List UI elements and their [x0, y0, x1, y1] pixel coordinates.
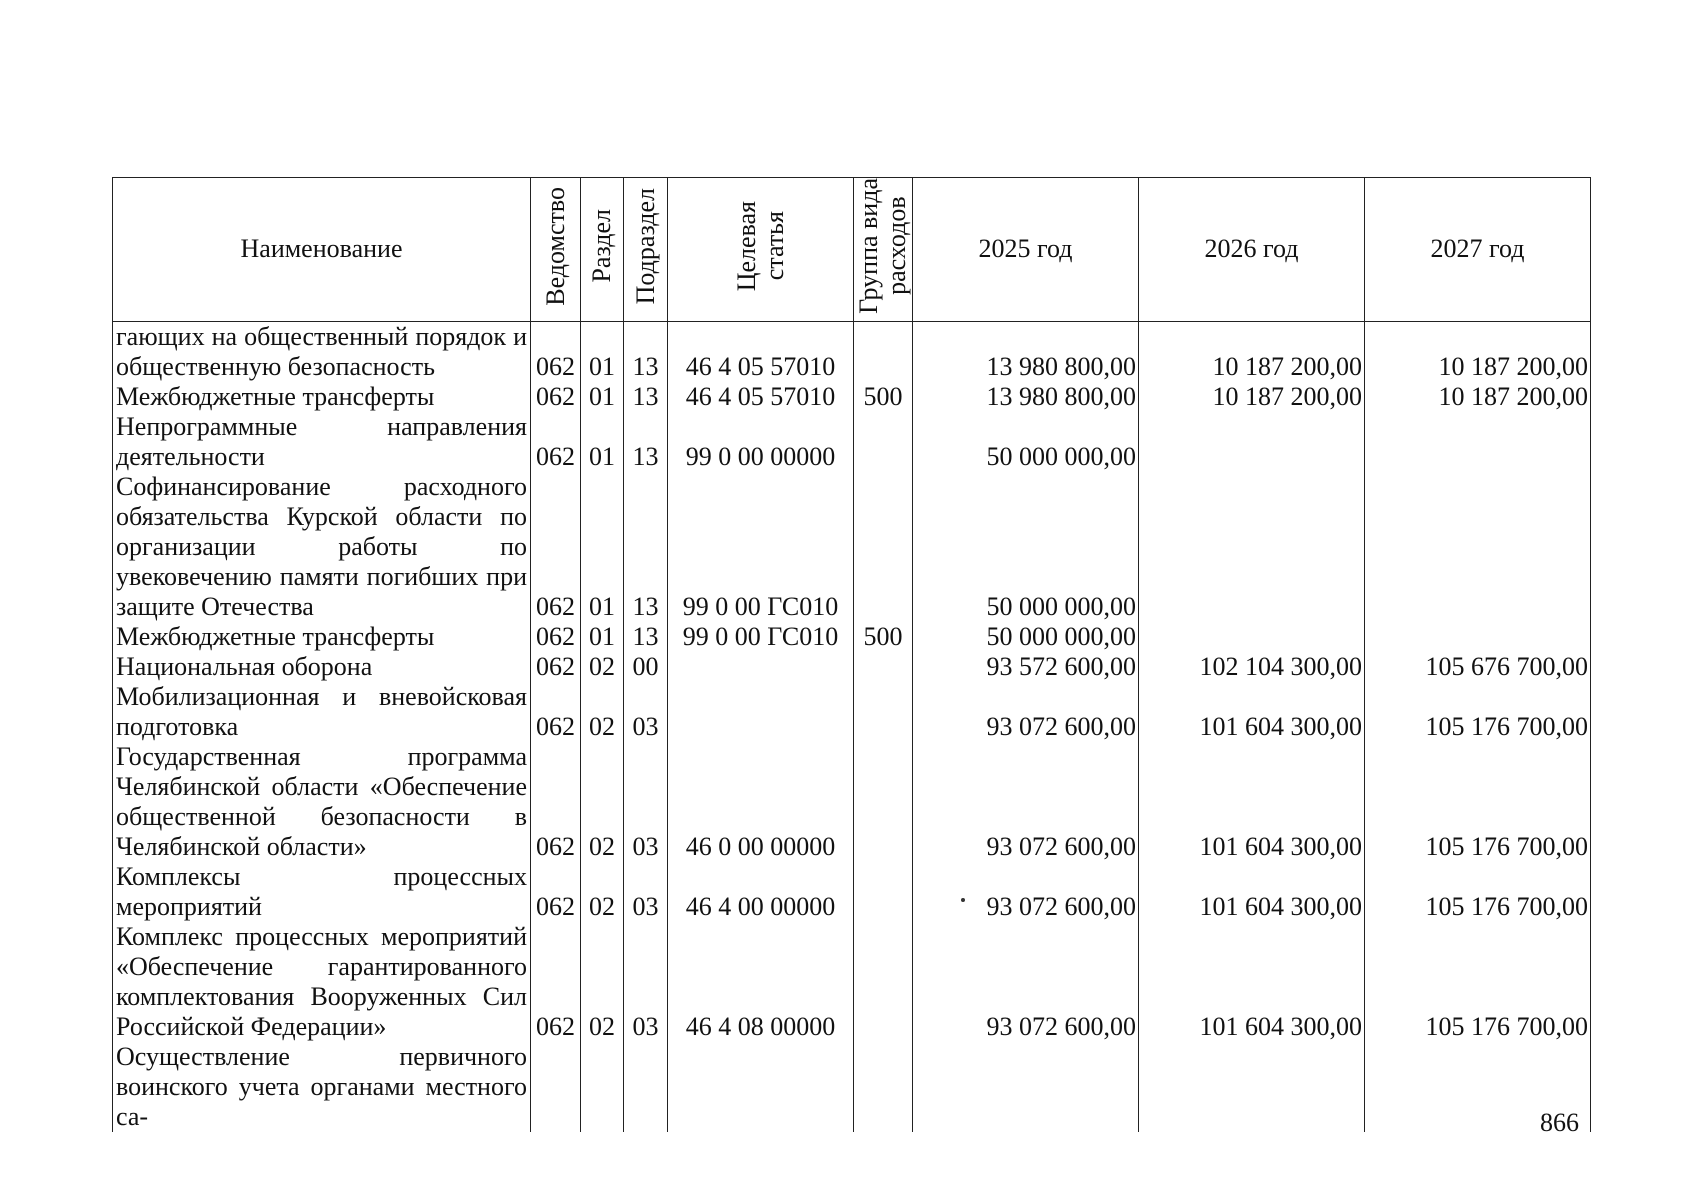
cell-department: 062: [531, 382, 581, 412]
cell-year-2026: 10 187 200,00: [1139, 321, 1365, 382]
header-subsection: Подраздел: [624, 178, 668, 322]
table-body: [113, 321, 1591, 1132]
cell-subsection: 13: [624, 321, 668, 382]
cell-expense-group: 500: [854, 382, 913, 412]
table-header-row: [113, 178, 1591, 322]
cell-target-article: [668, 652, 854, 682]
cell-year-2027: 105 176 700,00: [1365, 742, 1591, 862]
page-number: 866: [1540, 1108, 1579, 1137]
cell-section: 02: [581, 862, 624, 922]
cell-target-article: 46 4 00 00000: [668, 862, 854, 922]
cell-year-2025: 93 072 600,00: [913, 682, 1139, 742]
cell-department: [531, 1042, 581, 1132]
cell-year-2027: [1365, 622, 1591, 652]
cell-name: Софинансирование расходного обязательства Курской области по организации работы по увековечению памяти погибших при защите Отечества: [113, 472, 531, 622]
cell-year-2025: 93 072 600,00: [913, 742, 1139, 862]
cell-year-2027: [1365, 412, 1591, 472]
header-department: Ведомство: [531, 178, 581, 322]
cell-target-article: 46 4 05 57010: [668, 382, 854, 412]
cell-section: 02: [581, 922, 624, 1042]
cell-year-2026: [1139, 1042, 1365, 1132]
cell-department: 062: [531, 922, 581, 1042]
table-row: [113, 1042, 1591, 1132]
header-section: Раздел: [581, 178, 624, 322]
table-row: [113, 321, 1591, 382]
cell-year-2026: 102 104 300,00: [1139, 652, 1365, 682]
cell-year-2025: 50 000 000,00: [913, 472, 1139, 622]
scan-artifact-dot: [961, 898, 965, 902]
cell-section: 01: [581, 321, 624, 382]
cell-year-2026: [1139, 622, 1365, 652]
cell-target-article: 46 4 08 00000: [668, 922, 854, 1042]
cell-year-2027: 105 176 700,00: [1365, 922, 1591, 1042]
cell-year-2026: 101 604 300,00: [1139, 682, 1365, 742]
cell-department: 062: [531, 652, 581, 682]
cell-subsection: 03: [624, 742, 668, 862]
cell-expense-group: [854, 321, 913, 382]
table-row: [113, 862, 1591, 922]
cell-section: [581, 1042, 624, 1132]
cell-expense-group: [854, 1042, 913, 1132]
header-target-article: Целевая статья: [668, 178, 854, 322]
cell-name: Комплекс процессных мероприятий «Обеспечение гарантированного комплектования Вооруженных Сил Российской Федерации»: [113, 922, 531, 1042]
cell-name: Межбюджетные трансферты: [113, 382, 531, 412]
cell-expense-group: [854, 412, 913, 472]
header-expense-group: Группа вида расходов: [854, 178, 913, 322]
cell-year-2026: [1139, 412, 1365, 472]
cell-department: 062: [531, 682, 581, 742]
cell-year-2025: 93 072 600,00: [913, 862, 1139, 922]
table-row: [113, 682, 1591, 742]
cell-year-2025: 50 000 000,00: [913, 622, 1139, 652]
cell-section: 01: [581, 412, 624, 472]
cell-year-2026: 101 604 300,00: [1139, 742, 1365, 862]
cell-department: 062: [531, 622, 581, 652]
header-year-2027: 2027 год: [1365, 178, 1591, 322]
cell-section: 02: [581, 682, 624, 742]
table-row: [113, 922, 1591, 1042]
cell-year-2027: 105 176 700,00: [1365, 682, 1591, 742]
cell-target-article: [668, 682, 854, 742]
cell-name: Комплексы процессных мероприятий: [113, 862, 531, 922]
cell-year-2027: 105 676 700,00: [1365, 652, 1591, 682]
cell-year-2027: [1365, 472, 1591, 622]
cell-subsection: 03: [624, 922, 668, 1042]
cell-subsection: 13: [624, 382, 668, 412]
cell-target-article: 99 0 00 ГС010: [668, 472, 854, 622]
budget-table: [112, 177, 1591, 1132]
table-row: [113, 652, 1591, 682]
table-row: [113, 472, 1591, 622]
cell-subsection: 03: [624, 862, 668, 922]
cell-department: 062: [531, 742, 581, 862]
cell-subsection: 03: [624, 682, 668, 742]
cell-year-2026: 101 604 300,00: [1139, 922, 1365, 1042]
cell-name: Осуществление первичного воинского учета органами местного са-: [113, 1042, 531, 1132]
cell-expense-group: 500: [854, 622, 913, 652]
cell-section: 01: [581, 382, 624, 412]
cell-name: Межбюджетные трансферты: [113, 622, 531, 652]
cell-subsection: 13: [624, 472, 668, 622]
cell-subsection: 13: [624, 622, 668, 652]
cell-subsection: 00: [624, 652, 668, 682]
cell-name: гающих на общественный порядок и общественную безопасность: [113, 321, 531, 382]
cell-department: 062: [531, 321, 581, 382]
cell-expense-group: [854, 922, 913, 1042]
cell-subsection: [624, 1042, 668, 1132]
table-row: [113, 742, 1591, 862]
cell-expense-group: [854, 652, 913, 682]
cell-year-2025: 93 072 600,00: [913, 922, 1139, 1042]
cell-section: 01: [581, 622, 624, 652]
cell-name: Государственная программа Челябинской области «Обеспечение общественной безопасности в Челябинской области»: [113, 742, 531, 862]
cell-expense-group: [854, 862, 913, 922]
cell-name: Непрограммные направления деятельности: [113, 412, 531, 472]
cell-section: 01: [581, 472, 624, 622]
cell-target-article: 99 0 00 ГС010: [668, 622, 854, 652]
cell-expense-group: [854, 682, 913, 742]
cell-expense-group: [854, 472, 913, 622]
cell-year-2026: [1139, 472, 1365, 622]
cell-section: 02: [581, 742, 624, 862]
cell-year-2026: 10 187 200,00: [1139, 382, 1365, 412]
header-name: Наименование: [113, 178, 531, 322]
cell-expense-group: [854, 742, 913, 862]
cell-target-article: 46 0 00 00000: [668, 742, 854, 862]
cell-department: 062: [531, 472, 581, 622]
cell-year-2025: 50 000 000,00: [913, 412, 1139, 472]
cell-name: Мобилизационная и вневойсковая подготовка: [113, 682, 531, 742]
table-row: [113, 622, 1591, 652]
cell-year-2027: 10 187 200,00: [1365, 382, 1591, 412]
cell-department: 062: [531, 862, 581, 922]
cell-department: 062: [531, 412, 581, 472]
header-year-2026: 2026 год: [1139, 178, 1365, 322]
table-row: [113, 382, 1591, 412]
cell-target-article: 99 0 00 00000: [668, 412, 854, 472]
cell-year-2027: 10 187 200,00: [1365, 321, 1591, 382]
cell-year-2025: 13 980 800,00: [913, 382, 1139, 412]
header-year-2025: 2025 год: [913, 178, 1139, 322]
table-row: [113, 412, 1591, 472]
cell-section: 02: [581, 652, 624, 682]
cell-target-article: 46 4 05 57010: [668, 321, 854, 382]
cell-year-2025: 13 980 800,00: [913, 321, 1139, 382]
cell-subsection: 13: [624, 412, 668, 472]
cell-year-2027: 105 176 700,00: [1365, 862, 1591, 922]
cell-year-2025: 93 572 600,00: [913, 652, 1139, 682]
cell-year-2026: 101 604 300,00: [1139, 862, 1365, 922]
cell-name: Национальная оборона: [113, 652, 531, 682]
cell-year-2025: [913, 1042, 1139, 1132]
cell-target-article: [668, 1042, 854, 1132]
